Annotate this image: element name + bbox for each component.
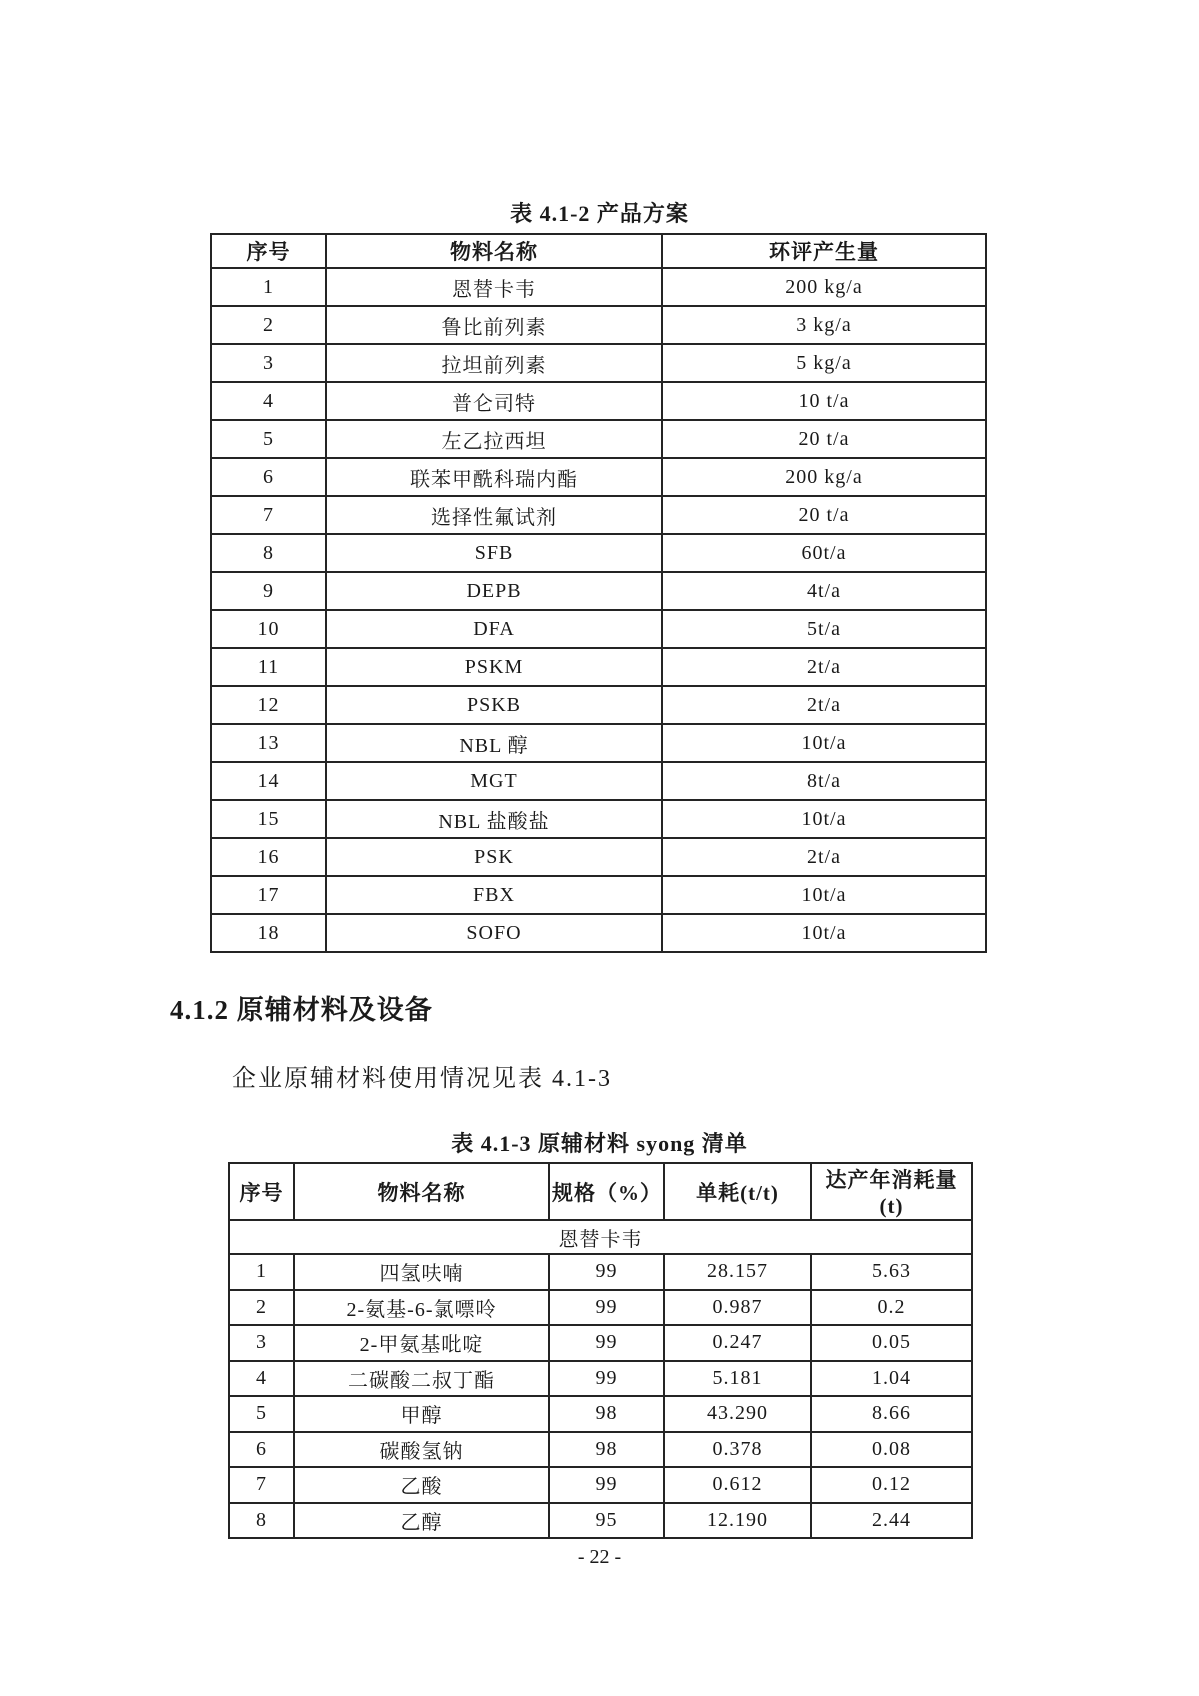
table-cell: 12.190 [664, 1503, 811, 1539]
table-cell: 98 [549, 1396, 664, 1432]
table-cell: 5.63 [811, 1254, 972, 1290]
table-cell: 10t/a [662, 914, 986, 952]
table-cell: SOFO [326, 914, 662, 952]
table-row [211, 344, 986, 382]
table-cell: FBX [326, 876, 662, 914]
table-row [229, 1361, 972, 1397]
table-4-1-2-title: 表 4.1-2 产品方案 [510, 201, 689, 226]
table-cell: 2t/a [662, 686, 986, 724]
table-cell: 60t/a [662, 534, 986, 572]
table-cell: 7 [229, 1467, 294, 1503]
table-row [211, 496, 986, 534]
table-cell: 20 t/a [662, 420, 986, 458]
table-cell: 200 kg/a [662, 458, 986, 496]
table-cell: 5 [211, 420, 326, 458]
table-cell: 2-甲氨基吡啶 [294, 1325, 549, 1361]
table-cell: 选择性氟试剂 [326, 496, 662, 534]
table-cell: 10 [211, 610, 326, 648]
table-cell: 二碳酸二叔丁酯 [294, 1361, 549, 1397]
table-cell: 2 [211, 306, 326, 344]
header-cell-material-name: 物料名称 [294, 1163, 549, 1220]
table-cell: 4 [211, 382, 326, 420]
table-cell: 1.04 [811, 1361, 972, 1397]
table-cell: 5 [229, 1396, 294, 1432]
table-cell: 20 t/a [662, 496, 986, 534]
table-row [229, 1467, 972, 1503]
table-row [229, 1254, 972, 1290]
table-cell: NBL 盐酸盐 [326, 800, 662, 838]
table-cell: 0.987 [664, 1290, 811, 1326]
table-row [229, 1325, 972, 1361]
table-cell: 98 [549, 1432, 664, 1468]
table-cell: 8.66 [811, 1396, 972, 1432]
table-cell: 碳酸氢钠 [294, 1432, 549, 1468]
table-cell: 0.05 [811, 1325, 972, 1361]
section-heading-4-1-2: 4.1.2 原辅材料及设备 [170, 995, 433, 1025]
table-4-1-2-header [211, 234, 986, 268]
table-row [211, 268, 986, 306]
table-cell: 鲁比前列素 [326, 306, 662, 344]
group-row [229, 1220, 972, 1254]
table-cell: 1 [229, 1254, 294, 1290]
table-cell: 乙酸 [294, 1467, 549, 1503]
table-cell: SFB [326, 534, 662, 572]
table-cell: 2-氨基-6-氯嘌呤 [294, 1290, 549, 1326]
table-4-1-3-group [229, 1220, 972, 1254]
table-row [211, 420, 986, 458]
table-cell: NBL 醇 [326, 724, 662, 762]
table-cell: 3 kg/a [662, 306, 986, 344]
table-row [211, 534, 986, 572]
table-cell: 拉坦前列素 [326, 344, 662, 382]
table-cell: 8 [229, 1503, 294, 1539]
table-cell: 17 [211, 876, 326, 914]
table-cell: 13 [211, 724, 326, 762]
table-row [229, 1396, 972, 1432]
table-cell: 2.44 [811, 1503, 972, 1539]
table-cell: 联苯甲酰科瑞内酯 [326, 458, 662, 496]
table-cell: 6 [211, 458, 326, 496]
table-cell: 99 [549, 1361, 664, 1397]
table-row [211, 382, 986, 420]
group-row-label: 恩替卡韦 [229, 1220, 972, 1254]
table-row [211, 686, 986, 724]
header-cell-index: 序号 [211, 234, 326, 268]
table-row [211, 876, 986, 914]
table-header-row [211, 234, 986, 268]
table-cell: 99 [549, 1467, 664, 1503]
table-cell: 2 [229, 1290, 294, 1326]
table-4-1-3-body [229, 1254, 972, 1538]
table-cell: 14 [211, 762, 326, 800]
table-header-row [229, 1163, 972, 1220]
table-cell: 9 [211, 572, 326, 610]
table-row [211, 762, 986, 800]
table-4-1-3-raw-materials [228, 1162, 973, 1539]
table-cell: 10t/a [662, 876, 986, 914]
table-row [211, 838, 986, 876]
table-row [211, 610, 986, 648]
table-cell: 普仑司特 [326, 382, 662, 420]
table-cell: 43.290 [664, 1396, 811, 1432]
header-cell-annual-consumption: 达产年消耗量(t) [811, 1163, 972, 1220]
table-row [211, 458, 986, 496]
section-paragraph: 企业原辅材料使用情况见表 4.1-3 [232, 1066, 612, 1092]
table-cell: PSKM [326, 648, 662, 686]
table-cell: 左乙拉西坦 [326, 420, 662, 458]
table-cell: 11 [211, 648, 326, 686]
table-cell: 10 t/a [662, 382, 986, 420]
table-cell: 0.247 [664, 1325, 811, 1361]
table-cell: 5.181 [664, 1361, 811, 1397]
table-cell: 18 [211, 914, 326, 952]
table-cell: 10t/a [662, 724, 986, 762]
table-cell: 15 [211, 800, 326, 838]
table-cell: PSKB [326, 686, 662, 724]
header-cell-index: 序号 [229, 1163, 294, 1220]
table-cell: 95 [549, 1503, 664, 1539]
table-cell: MGT [326, 762, 662, 800]
table-cell: 乙醇 [294, 1503, 549, 1539]
table-cell: 5 kg/a [662, 344, 986, 382]
table-cell: 7 [211, 496, 326, 534]
table-cell: 0.2 [811, 1290, 972, 1326]
table-cell: 0.12 [811, 1467, 972, 1503]
table-cell: 8t/a [662, 762, 986, 800]
table-cell: 恩替卡韦 [326, 268, 662, 306]
table-cell: 99 [549, 1290, 664, 1326]
table-cell: 12 [211, 686, 326, 724]
table-row [211, 306, 986, 344]
table-cell: 3 [229, 1325, 294, 1361]
header-cell-spec-percent: 规格（%） [549, 1163, 664, 1220]
table-cell: 甲醇 [294, 1396, 549, 1432]
table-cell: 3 [211, 344, 326, 382]
table-row [211, 572, 986, 610]
table-cell: 0.612 [664, 1467, 811, 1503]
table-row [229, 1503, 972, 1539]
table-cell: 8 [211, 534, 326, 572]
table-row [211, 800, 986, 838]
table-row [211, 724, 986, 762]
table-4-1-3-header [229, 1163, 972, 1220]
table-row [211, 914, 986, 952]
table-4-1-3-title: 表 4.1-3 原辅材料 syong 清单 [451, 1131, 748, 1156]
table-cell: 5t/a [662, 610, 986, 648]
table-cell: 4 [229, 1361, 294, 1397]
table-4-1-2-body [211, 268, 986, 952]
table-row [229, 1432, 972, 1468]
table-cell: 2t/a [662, 838, 986, 876]
table-cell: PSK [326, 838, 662, 876]
table-cell: DFA [326, 610, 662, 648]
table-cell: 四氢呋喃 [294, 1254, 549, 1290]
table-cell: 1 [211, 268, 326, 306]
table-cell: 200 kg/a [662, 268, 986, 306]
table-cell: 0.08 [811, 1432, 972, 1468]
table-cell: 2t/a [662, 648, 986, 686]
table-cell: 28.157 [664, 1254, 811, 1290]
table-cell: 6 [229, 1432, 294, 1468]
page-number: - 22 - [577, 1546, 622, 1568]
header-cell-material-name: 物料名称 [326, 234, 662, 268]
table-cell: DEPB [326, 572, 662, 610]
header-cell-unit-consumption: 单耗(t/t) [664, 1163, 811, 1220]
table-cell: 10t/a [662, 800, 986, 838]
table-row [229, 1290, 972, 1326]
table-cell: 0.378 [664, 1432, 811, 1468]
header-cell-eia-output: 环评产生量 [662, 234, 986, 268]
table-cell: 99 [549, 1325, 664, 1361]
table-cell: 99 [549, 1254, 664, 1290]
table-cell: 4t/a [662, 572, 986, 610]
table-cell: 16 [211, 838, 326, 876]
table-row [211, 648, 986, 686]
table-4-1-2-product-plan [210, 233, 987, 953]
